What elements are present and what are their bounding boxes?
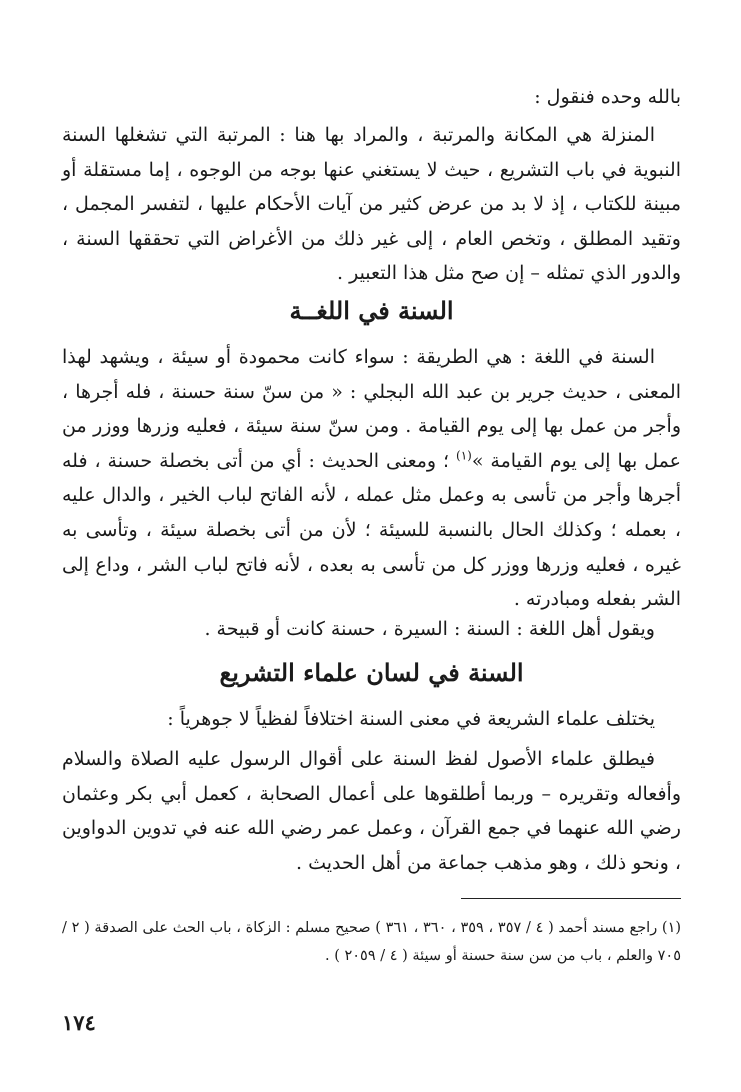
paragraph-usul-definition: فيطلق علماء الأصول لفظ السنة على أقوال الرسول عليه الصلاة والسلام وأفعاله وتقريره – وربما أطلقوها على أعمال الصحابة ، كعمل أبي بكر وعثمان رضي الله عنهما في جمع القرآن ، وعمل عمر رضي الله عنه في تدوين الدواوين ، ونحو ذلك ، وهو مذهب جماعة من أهل الحديث . <box>62 748 681 874</box>
paragraph-linguistic-definition-part-1: السنة في اللغة : هي الطريقة : سواء كانت محمودة أو سيئة ، ويشهد لهذا المعنى ، حديث جرير بن عبد الله البجلي : « من سنّ سنة حسنة ، فله أجرها ، وأجر من عمل بها إلى يوم القيامة . ومن سنّ سنة سيئة ، فعليه وزرها ووزر من عمل بها إلى يوم القيامة » <box>62 346 681 472</box>
paragraph-linguists-view: ويقول أهل اللغة : السنة : السيرة ، حسنة كانت أو قبيحة . <box>204 618 655 640</box>
heading-sunnah-in-language: السنة في اللغــة <box>289 296 454 325</box>
footnote-divider <box>461 898 681 899</box>
paragraph-scholars-differ: يختلف علماء الشريعة في معنى السنة اختلافاً لفظياً لا جوهرياً : <box>167 708 655 730</box>
paragraph-status-of-sunnah: المنزلة هي المكانة والمرتبة ، والمراد بها هنا : المرتبة التي تشغلها السنة النبوية في باب التشريع ، حيث لا يستغني عنها بوجه من الوجوه ، إما مستقلة أو مبينة للكتاب ، إذ لا بد من عرض كثير من آيات الأحكام عليها ، لتفسر المجمل ، وتقيد المطلق ، وتخص العام ، إلى غير ذلك من الأغراض التي تحققها السنة ، والدور الذي تمثله – إن صح مثل هذا التعبير . <box>62 124 681 285</box>
heading-sunnah-in-legislation: السنة في لسان علماء التشريع <box>219 658 524 687</box>
opening-line: بالله وحده فنقول : <box>534 86 681 108</box>
paragraph-linguistic-definition-part-2: ؛ ومعنى الحديث : أي من أتى بخصلة حسنة ، فله أجرها وأجر من تأسى به وعمل مثل عمله ، لأنه الفاتح لباب الخير ، والدال عليه ، بعمله ؛ وكذلك الحال بالنسبة للسيئة ؛ لأن من أتى بخصلة سيئة ، وتأسى به غيره ، فعليه وزرها ووزر كل من تأسى به بعده ، لأنه فاتح لباب الشر ، وداع إلى الشر بفعله ومبادرته . <box>62 449 681 611</box>
page-number: ١٧٤ <box>62 1010 96 1035</box>
paragraph-linguistic-definition <box>62 340 681 617</box>
footnote: (١) راجع مسند أحمد ( ٤ / ٣٥٧ ، ٣٥٩ ، ٣٦٠ ، ٣٦١ ) صحيح مسلم : الزكاة ، باب الحث على الصدقة ( ٢ / ٧٠٥ والعلم ، باب من سن سنة حسنة أو سيئة ( ٤ / ٢٠٥٩ ) . <box>62 920 682 964</box>
footnote-reference: (١) <box>456 448 472 463</box>
